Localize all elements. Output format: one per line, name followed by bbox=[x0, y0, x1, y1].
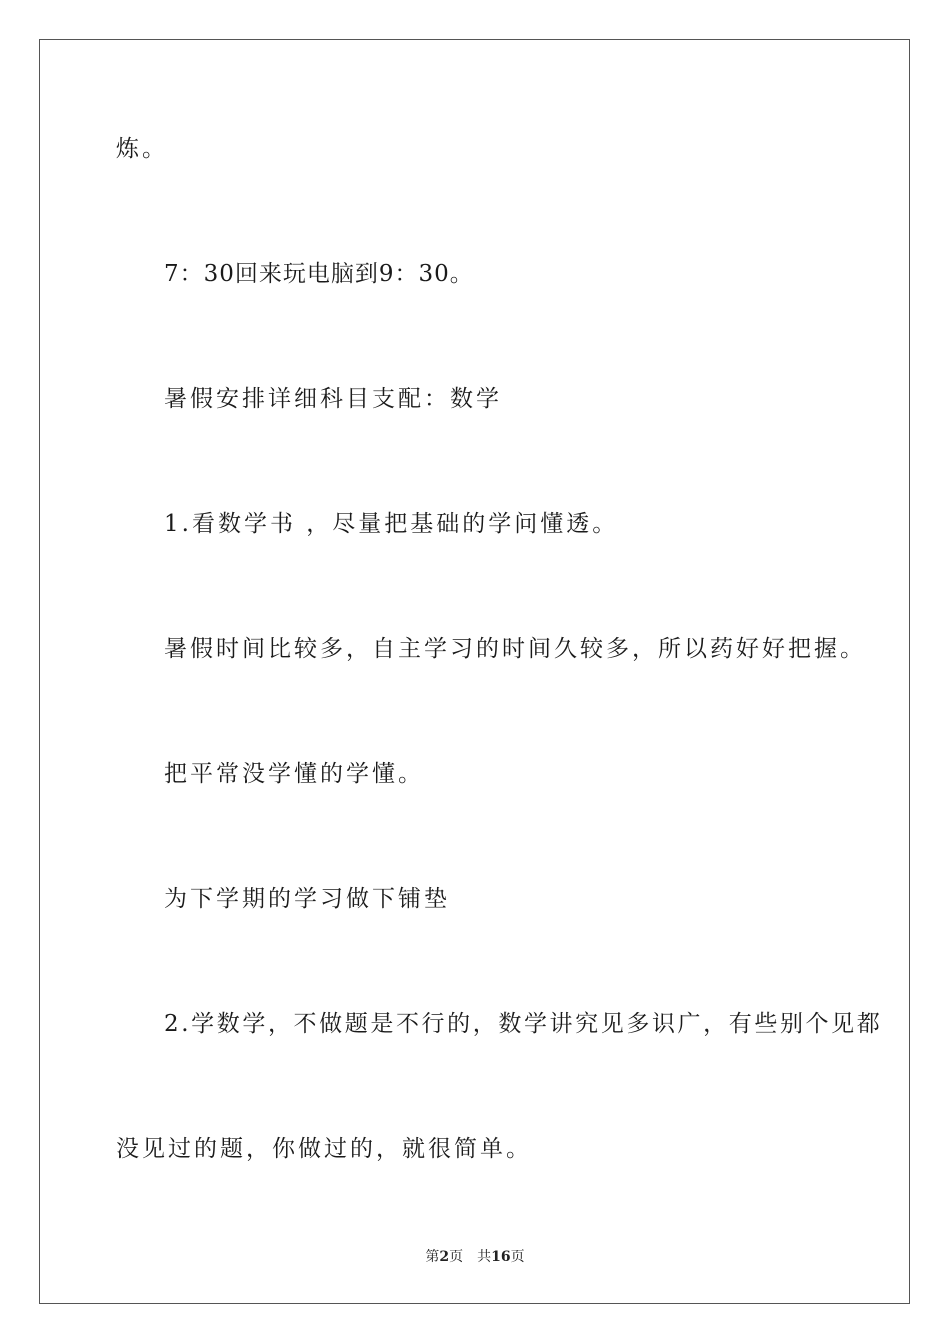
body-line: 没见过的题，你做过的，就很简单。 bbox=[116, 1136, 532, 1162]
page-suffix: 页 bbox=[449, 1249, 464, 1265]
body-line: 为下学期的学习做下铺垫 bbox=[164, 886, 450, 912]
total-pages: 16 bbox=[491, 1249, 511, 1265]
total-prefix: 共 bbox=[477, 1249, 492, 1265]
page-footer bbox=[0, 1248, 950, 1266]
body-line: 2.学数学，不做题是不行的，数学讲究见多识广，有些别个见都 bbox=[164, 1011, 883, 1037]
page-prefix: 第 bbox=[425, 1249, 440, 1265]
body-line: 7：30回来玩电脑到9：30。 bbox=[164, 261, 474, 287]
body-line: 暑假时间比较多，自主学习的时间久较多，所以药好好把握。 bbox=[164, 636, 866, 662]
body-line: 把平常没学懂的学懂。 bbox=[164, 761, 424, 787]
body-line: 炼。 bbox=[116, 136, 168, 162]
total-suffix: 页 bbox=[510, 1249, 525, 1265]
page-number: 2 bbox=[439, 1249, 450, 1265]
body-line: 暑假安排详细科目支配：数学 bbox=[164, 386, 502, 412]
body-line: 1.看数学书 ，尽量把基础的学问懂透。 bbox=[164, 511, 619, 537]
page-border bbox=[39, 39, 910, 1304]
